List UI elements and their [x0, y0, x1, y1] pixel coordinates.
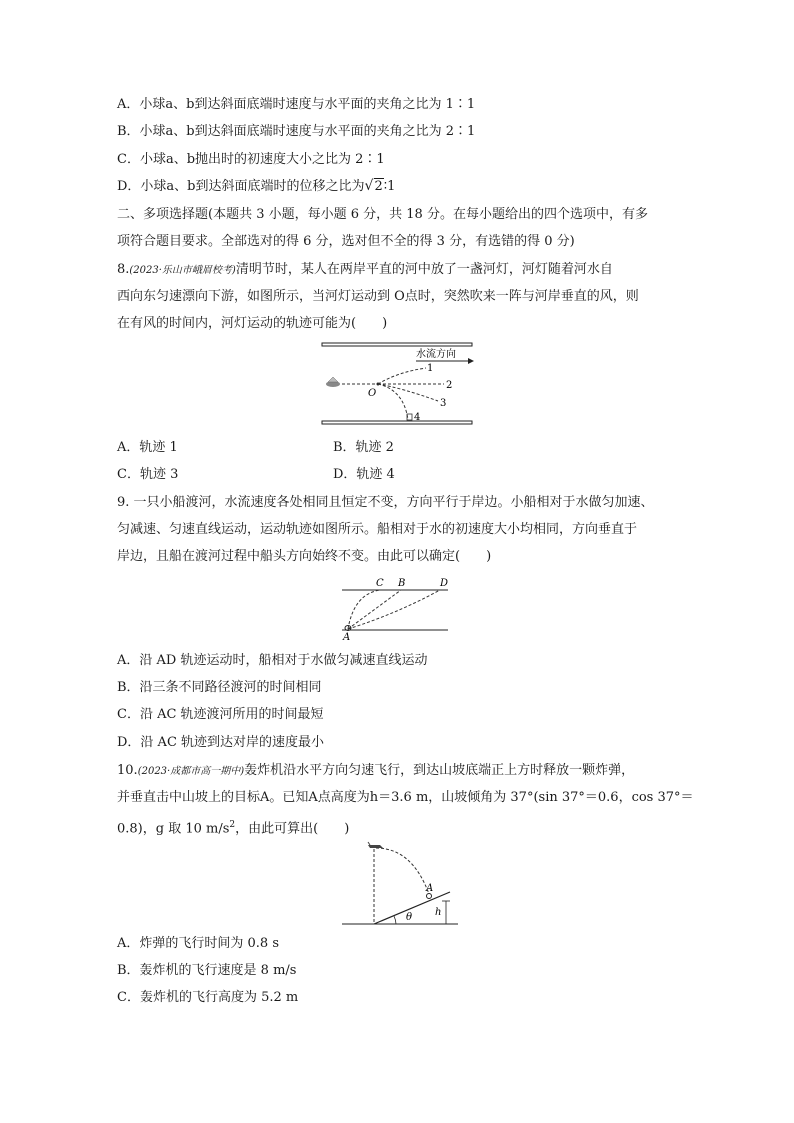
- section2-heading-line1: 二、多项选择题(本题共 3 小题，每小题 6 分，共 18 分。在每小题给出的四个选项中，有多: [117, 207, 648, 222]
- flow-direction-label: 水流方向: [416, 349, 456, 360]
- trajectory-3: [378, 384, 438, 401]
- q10-option-b: B．轰炸机的飞行速度是 8 m/s: [117, 963, 297, 978]
- q10-stem-line2: 并垂直击中山坡上的目标A。已知A点高度为h＝3.6 m，山坡倾角为 37°(sin 37°＝0.6，cos 37°＝: [117, 790, 694, 805]
- q8-text: 清明节时，某人在两岸平直的河中放了一盏河灯，河灯随着河水自: [235, 262, 613, 277]
- q10-option-c: C．轰炸机的飞行高度为 5.2 m: [117, 990, 299, 1005]
- trajectory-4-label: 4: [414, 412, 421, 423]
- q7-option-d-ratio: ∶1: [383, 179, 396, 194]
- target-point: [427, 894, 432, 899]
- q8-option-a: A．轨迹 1: [117, 440, 178, 455]
- trajectory-3-label: 3: [440, 398, 447, 409]
- q10-stem-line3: [117, 816, 349, 838]
- angle-theta-label: θ: [406, 912, 413, 923]
- q8-option-b: B．轨迹 2: [333, 440, 394, 455]
- path-ad: [348, 590, 440, 629]
- angle-arc: [394, 916, 396, 924]
- q7-option-d-text: D．小球a、b到达斜面底端时的位移之比为: [117, 179, 365, 194]
- q8-stem-line2: 西向东匀速漂向下游，如图所示，当河灯运动到 O点时，突然吹来一阵与河岸垂直的风，则: [117, 289, 639, 304]
- q10-stem-line1: [117, 762, 634, 781]
- q7-option-b: B．小球a、b到达斜面底端时速度与水平面的夹角之比为 2∶1: [117, 124, 476, 139]
- q10-number: 10.: [117, 763, 138, 778]
- q9-stem-line3: 岸边，且船在渡河过程中船头方向始终不变。由此可以确定( ): [117, 549, 492, 564]
- trajectory-2-label: 2: [446, 380, 453, 391]
- sqrt-symbol: √ 2: [364, 178, 383, 194]
- q10-bomber-figure: [338, 838, 468, 930]
- height-h-label: h: [435, 907, 442, 918]
- q9-option-a: A．沿 AD 轨迹运动时，船相对于水做匀减速直线运动: [117, 653, 428, 668]
- q10-option-a: A．炸弹的飞行时间为 0.8 s: [117, 936, 279, 951]
- q10-source: (2023·成都市高一期中): [137, 766, 245, 777]
- plane-icon: [368, 842, 383, 848]
- point-o-label: O: [368, 388, 377, 399]
- q8-source: (2023·乐山市峨眉校考): [129, 265, 236, 276]
- section2-heading-line2: 项符合题目要求。全部选对的得 6 分，选对但不全的得 3 分，有选错的得 0 分): [117, 234, 575, 249]
- bomb-trajectory: [376, 848, 429, 894]
- point-a-label: A: [426, 883, 434, 894]
- q7-option-d: [117, 178, 395, 196]
- q9-option-c: C．沿 AC 轨迹渡河所用的时间最短: [117, 707, 324, 722]
- q8-stem-line1: [117, 261, 613, 280]
- river-bank-south: [322, 421, 472, 424]
- point-b-label: B: [398, 578, 406, 589]
- q8-number: 8.: [117, 262, 130, 277]
- point-c-label: C: [376, 578, 384, 589]
- q9-stem-line1: 9. 一只小船渡河，水流速度各处相同且恒定不变，方向平行于岸边。小船相对于水做匀加速、: [117, 495, 654, 510]
- q9-boat-figure: [338, 574, 452, 642]
- q7-option-a: A．小球a、b到达斜面底端时速度与水平面的夹角之比为 1∶1: [117, 97, 476, 112]
- point-a-label: A: [343, 632, 351, 642]
- q8-stem-line3: 在有风的时间内，河灯运动的轨迹可能为( ): [117, 316, 388, 331]
- path-ac: [348, 590, 380, 629]
- river-lamp-icon: [326, 377, 340, 387]
- q8-river-figure: [318, 338, 478, 430]
- sqrt-radicand: 2: [374, 179, 383, 194]
- q10-text-3: 0.8)，g 取 10 m/s: [117, 821, 230, 837]
- q8-option-d: D．轨迹 4: [333, 467, 395, 482]
- q9-option-b: B．沿三条不同路径渡河的时间相同: [117, 680, 322, 695]
- flow-arrowhead: [468, 358, 474, 364]
- q7-option-c: C．小球a、b抛出时的初速度大小之比为 2∶1: [117, 152, 385, 167]
- q10-text-3b: ，由此可算出( ): [235, 821, 350, 837]
- q8-option-c: C．轨迹 3: [117, 467, 179, 482]
- q9-stem-line2: 匀减速、匀速直线运动，运动轨迹如图所示。船相对于水的初速度大小均相同，方向垂直于: [117, 522, 638, 537]
- q9-option-d: D．沿 AC 轨迹到达对岸的速度最小: [117, 735, 325, 750]
- q10-text: 轰炸机沿水平方向匀速飞行，到达山坡底端正上方时释放一颗炸弹，: [244, 763, 635, 778]
- path-ab: [348, 590, 401, 629]
- point-d-label: D: [440, 578, 449, 589]
- trajectory-1-label: 1: [427, 363, 434, 374]
- river-bank-north: [322, 343, 472, 346]
- q10-exponent: 2: [229, 820, 236, 830]
- trajectory-1: [378, 368, 426, 384]
